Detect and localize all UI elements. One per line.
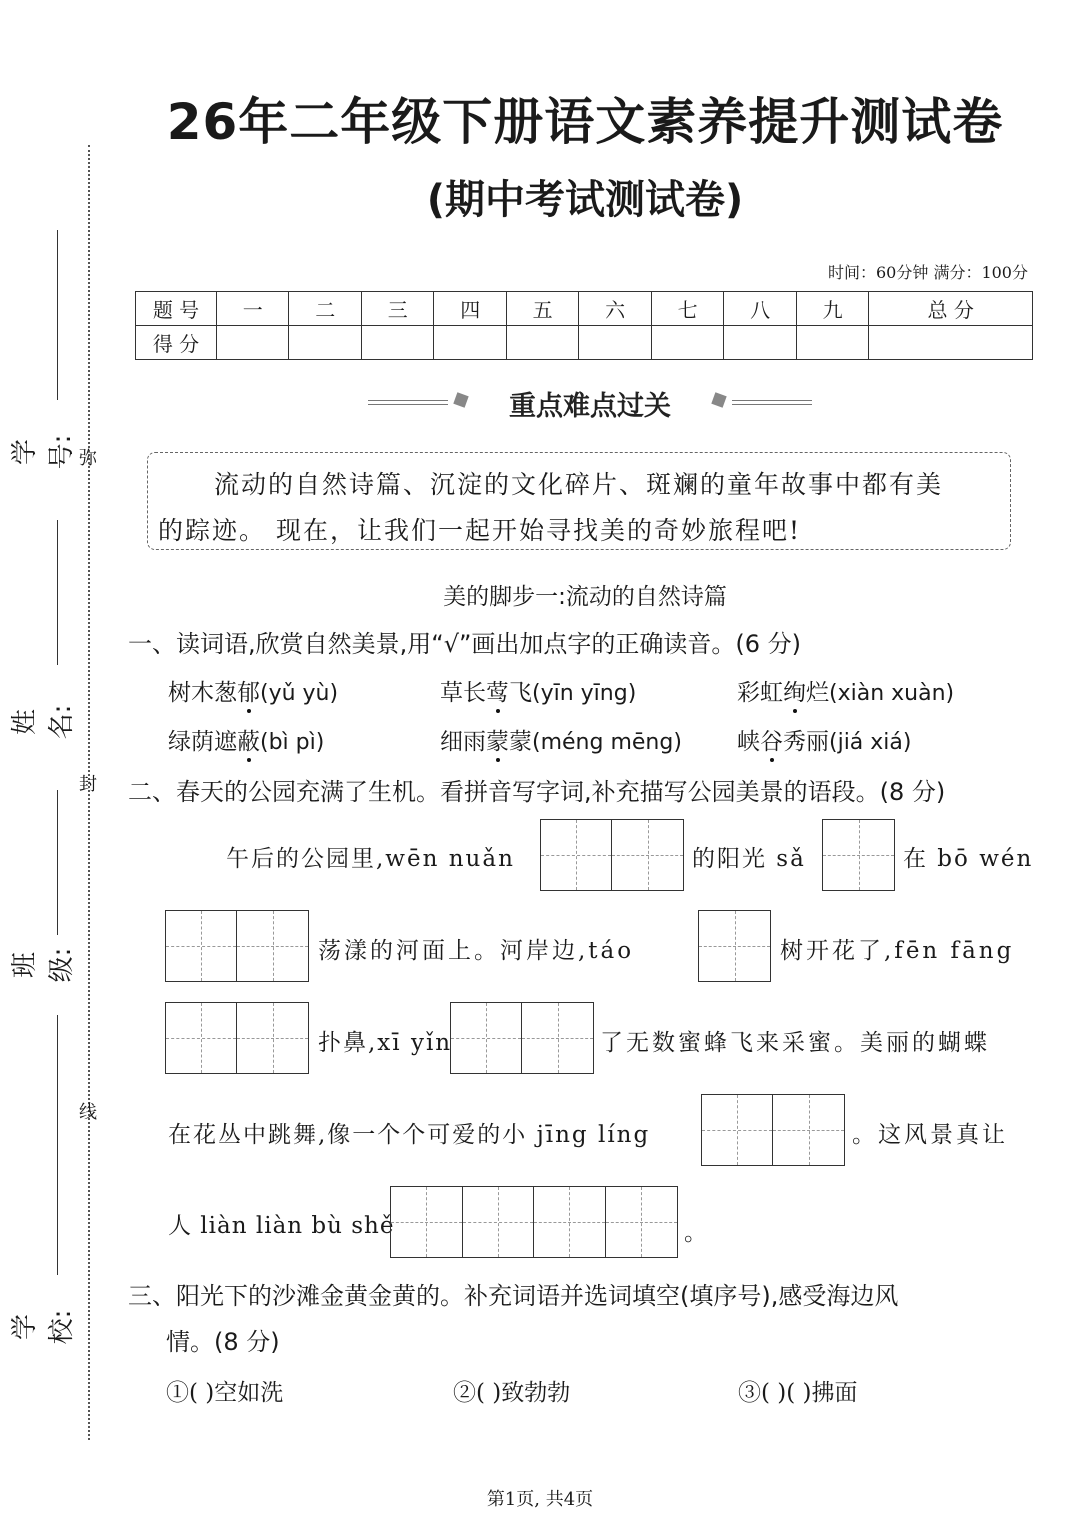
pinyin-options[interactable]: (yīn yīng) bbox=[532, 681, 637, 706]
dotted-char: 郁 bbox=[237, 680, 260, 706]
score-cell[interactable] bbox=[724, 326, 796, 360]
class-label: 班级: bbox=[10, 947, 77, 983]
score-col-7: 七 bbox=[651, 292, 723, 326]
pinyin-options[interactable]: (yǔ yù) bbox=[260, 681, 339, 706]
name-label: 姓名: bbox=[10, 704, 77, 740]
writing-grid[interactable] bbox=[390, 1186, 678, 1258]
writing-grid[interactable] bbox=[540, 819, 684, 891]
score-col-1: 一 bbox=[217, 292, 289, 326]
dotted-char: 绚 bbox=[783, 680, 806, 706]
score-table bbox=[135, 291, 1033, 360]
time-info: 时间：60分钟 满分：100分 bbox=[828, 263, 1028, 282]
dotted-char: 莺 bbox=[486, 680, 509, 706]
writing-grid[interactable] bbox=[698, 910, 771, 982]
writing-grid[interactable] bbox=[701, 1094, 845, 1166]
score-cell[interactable] bbox=[651, 326, 723, 360]
dotted-char: 蔽 bbox=[237, 729, 260, 755]
class-line bbox=[57, 790, 58, 935]
q1-item: 彩虹绚烂(xiàn xuàn) bbox=[737, 680, 955, 706]
score-row-label: 得 分 bbox=[136, 326, 217, 360]
question-1-title: 一、读词语,欣赏自然美景,用“√”画出加点字的正确读音。(6 分) bbox=[128, 630, 802, 658]
question-3-title: 三、阳光下的沙滩金黄金黄的。补充词语并选词填空(填序号),感受海边风 bbox=[128, 1282, 899, 1310]
score-cell[interactable] bbox=[506, 326, 578, 360]
score-table-header-row bbox=[136, 292, 1033, 326]
question-3-title-cont: 情。(8 分) bbox=[166, 1328, 280, 1356]
score-col-6: 六 bbox=[579, 292, 651, 326]
q2-text: 的阳光 sǎ bbox=[692, 846, 806, 872]
dotted-char: 谷 bbox=[760, 729, 783, 755]
section-banner bbox=[360, 382, 820, 422]
q2-text: 扑鼻,xī yǐn bbox=[318, 1030, 453, 1056]
cut-word-2: 封 bbox=[79, 774, 97, 795]
page-footer: 第1页, 共4页 bbox=[486, 1489, 594, 1510]
cut-word-1: 弥 bbox=[79, 448, 97, 469]
score-row-label: 题 号 bbox=[136, 292, 217, 326]
q2-text: 人 liàn liàn bù shě bbox=[168, 1213, 395, 1239]
q3-item[interactable]: ③( )( )拂面 bbox=[738, 1380, 858, 1406]
writing-grid[interactable] bbox=[822, 819, 895, 891]
writing-grid[interactable] bbox=[165, 910, 309, 982]
q2-text: 树开花了,fēn fāng bbox=[780, 938, 1015, 964]
score-cell[interactable] bbox=[217, 326, 289, 360]
step-heading: 美的脚步一:流动的自然诗篇 bbox=[443, 584, 727, 610]
q2-text: 。这风景真让 bbox=[852, 1122, 1008, 1148]
dotted-char: 蒙 bbox=[486, 729, 509, 755]
exam-title: 26年二年级下册语文素养提升测试卷 bbox=[166, 93, 1004, 151]
score-col-total: 总 分 bbox=[869, 292, 1033, 326]
q3-item[interactable]: ②( )致勃勃 bbox=[453, 1380, 571, 1406]
pinyin-options[interactable]: (jiá xiá) bbox=[829, 730, 912, 755]
exam-subtitle: (期中考试测试卷) bbox=[426, 177, 744, 223]
school-label: 学校: bbox=[10, 1309, 77, 1345]
pinyin-options[interactable]: (méng mēng) bbox=[532, 730, 682, 755]
score-cell[interactable] bbox=[434, 326, 506, 360]
q3-item[interactable]: ①( )空如洗 bbox=[166, 1380, 284, 1406]
q1-item: 草长莺飞(yīn yīng) bbox=[440, 680, 637, 706]
pinyin-options[interactable]: (bì pì) bbox=[260, 730, 325, 755]
q2-text: 。 bbox=[684, 1220, 707, 1246]
score-cell[interactable] bbox=[579, 326, 651, 360]
writing-grid[interactable] bbox=[450, 1002, 594, 1074]
score-col-9: 九 bbox=[796, 292, 868, 326]
score-col-5: 五 bbox=[506, 292, 578, 326]
student-id-line bbox=[57, 230, 58, 400]
q2-text: 在 bō wén bbox=[903, 846, 1034, 872]
q2-text: 荡漾的河面上。河岸边,táo bbox=[318, 938, 635, 964]
q2-text: 在花丛中跳舞,像一个个可爱的小 jīng líng bbox=[168, 1122, 651, 1148]
intro-box bbox=[147, 452, 1011, 550]
question-2-title: 二、春天的公园充满了生机。看拼音写字词,补充描写公园美景的语段。(8 分) bbox=[128, 778, 946, 806]
binding-margin bbox=[0, 0, 120, 1527]
school-line bbox=[57, 1015, 58, 1275]
score-col-8: 八 bbox=[724, 292, 796, 326]
q1-item: 细雨蒙蒙(méng mēng) bbox=[440, 729, 682, 755]
intro-line-2: 的踪迹。 现在，让我们一起开始寻找美的奇妙旅程吧! bbox=[158, 516, 801, 545]
section-banner-title: 重点难点过关 bbox=[509, 391, 671, 422]
q1-item: 峡谷秀丽(jiá xiá) bbox=[737, 729, 912, 755]
intro-line-1: 流动的自然诗篇、沉淀的文化碎片、斑斓的童年故事中都有美 bbox=[214, 470, 944, 499]
score-col-3: 三 bbox=[361, 292, 433, 326]
score-cell[interactable] bbox=[361, 326, 433, 360]
score-col-2: 二 bbox=[289, 292, 361, 326]
banner-line-right bbox=[732, 400, 812, 405]
q2-text: 了无数蜜蜂飞来采蜜。美丽的蝴蝶 bbox=[600, 1030, 990, 1056]
q2-text: 午后的公园里,wēn nuǎn bbox=[226, 846, 515, 872]
score-col-4: 四 bbox=[434, 292, 506, 326]
score-cell[interactable] bbox=[796, 326, 868, 360]
name-line bbox=[57, 520, 58, 665]
score-table-score-row bbox=[136, 326, 1033, 360]
q1-item: 绿荫遮蔽(bì pì) bbox=[168, 729, 325, 755]
q1-item: 树木葱郁(yǔ yù) bbox=[168, 680, 339, 706]
score-cell[interactable] bbox=[869, 326, 1033, 360]
cut-word-3: 线 bbox=[79, 1102, 97, 1123]
student-id-label: 学号: bbox=[10, 434, 77, 470]
pinyin-options[interactable]: (xiàn xuàn) bbox=[829, 681, 955, 706]
writing-grid[interactable] bbox=[165, 1002, 309, 1074]
score-cell[interactable] bbox=[289, 326, 361, 360]
